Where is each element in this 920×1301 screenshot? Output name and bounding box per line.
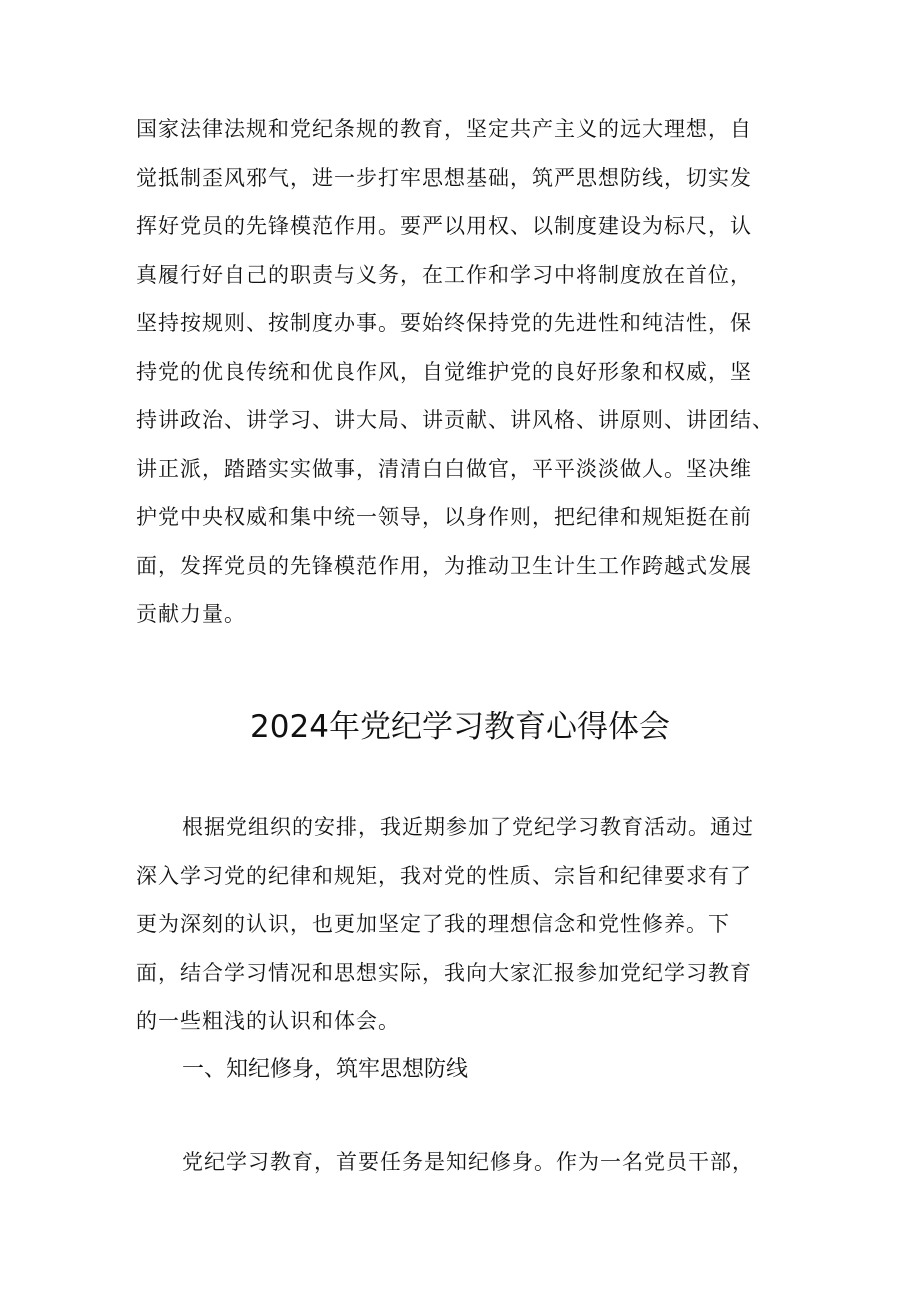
text-line: 讲正派，踏踏实实做事，清清白白做官，平平淡淡做人。坚决维 [136,456,752,481]
text-line: 持党的优良传统和优良作风，自觉维护党的良好形象和权威，坚 [136,359,752,384]
text-line: 觉抵制歪风邪气，进一步打牢思想基础，筑严思想防线，切实发 [136,165,752,190]
text-line: 贡献力量。 [136,602,246,626]
paragraph-continued [136,105,796,639]
text-line: 根据党组织的安排，我近期参加了党纪学习教育活动。通过 [182,815,754,839]
text-line: 国家法律法规和党纪条规的教育，坚定共产主义的远大理想，自 [136,117,752,141]
text-line: 挥好党员的先锋模范作用。要严以用权、以制度建设为标尺，认 [136,214,752,238]
text-line: 持讲政治、讲学习、讲大局、讲贡献、讲风格、讲原则、讲团结、 [136,408,774,432]
document-title: 2024年党纪学习教育心得体会 [250,709,670,745]
text-line: 党纪学习教育，首要任务是知纪修身。作为一名党员干部， [182,1150,754,1174]
section-heading: 一、知纪修身，筑牢思想防线 [182,1057,469,1082]
text-line: 面，结合学习情况和思想实际，我向大家汇报参加党纪学习教育 [136,960,752,985]
intro-paragraph [136,803,796,1046]
text-line: 护党中央权威和集中统一领导，以身作则，把纪律和规矩挺在前 [136,505,752,529]
text-line: 更为深刻的认识，也更加坚定了我的理想信念和党性修养。下 [136,912,730,936]
text-line: 面，发挥党员的先锋模范作用，为推动卫生计生工作跨越式发展 [136,553,752,578]
section-paragraph [136,1138,796,1187]
text-line: 坚持按规则、按制度办事。要始终保持党的先进性和纯洁性，保 [136,311,752,335]
text-line: 真履行好自己的职责与义务，在工作和学习中将制度放在首位， [136,262,752,287]
text-line: 的一些粗浅的认识和体会。 [136,1009,400,1033]
text-line: 深入学习党的纪律和规矩，我对党的性质、宗旨和纪律要求有了 [136,863,752,888]
